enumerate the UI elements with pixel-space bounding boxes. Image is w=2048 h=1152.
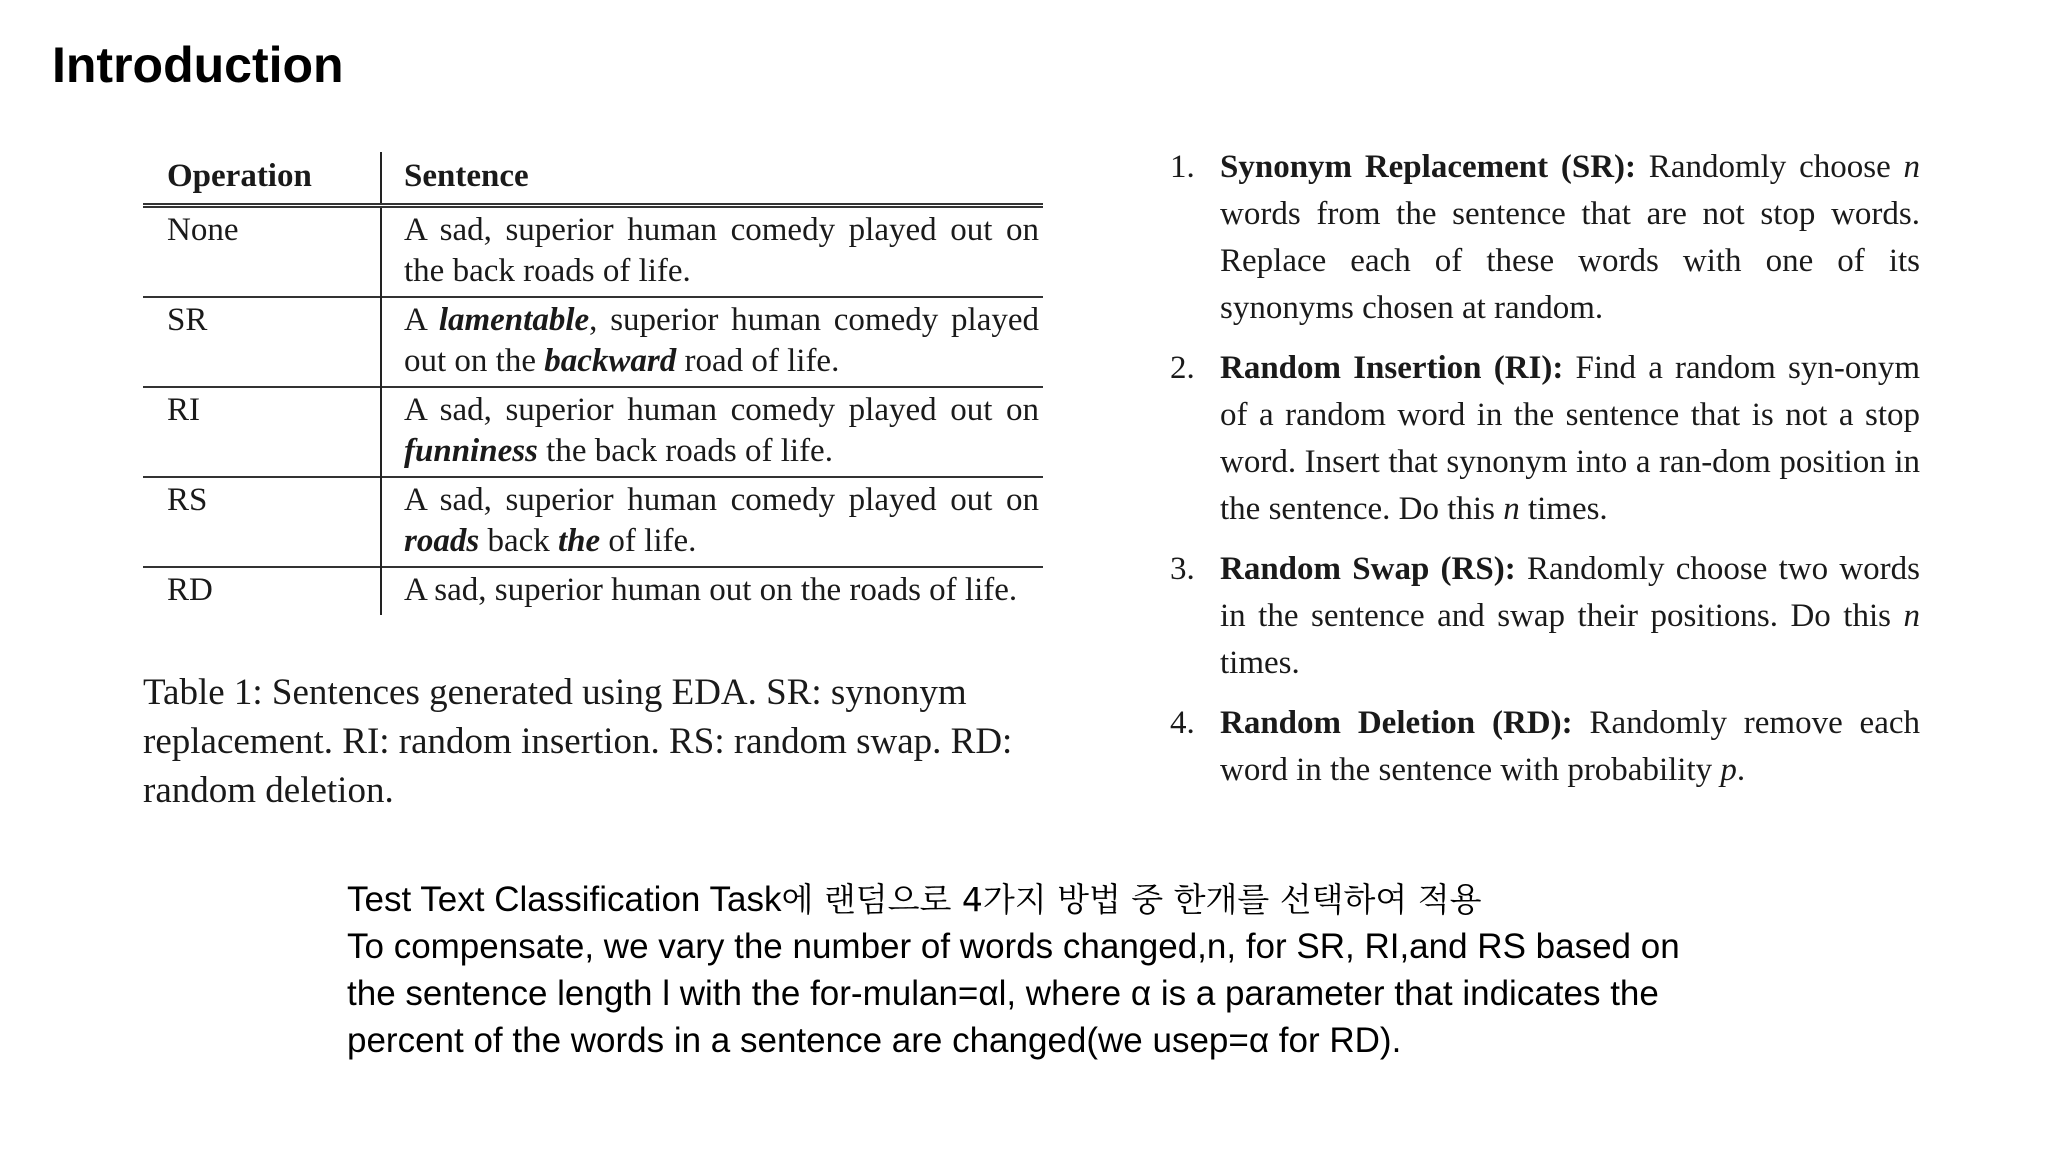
list-item [1170, 700, 1920, 794]
notes-block [347, 876, 1887, 1064]
note-line-1: To compensate, we vary the number of words changed,n, for SR, RI,and RS based on [347, 927, 1680, 966]
list-item-number: 1. [1170, 149, 1195, 185]
sentence-fragment: , superior human comedy played out on the [404, 302, 1039, 379]
list-item [1170, 345, 1920, 533]
operation-cell: SR [143, 297, 381, 387]
description-fragment: n [1903, 149, 1920, 185]
sentence-fragment: lamentable [438, 302, 590, 338]
sentence-fragment: A [404, 302, 439, 338]
description-fragment: Randomly choose two words in the sentence and swap their positions. Do this [1220, 551, 1921, 634]
sentence-fragment: back [479, 523, 558, 559]
sentence-cell [381, 297, 1043, 387]
table-row [143, 567, 1043, 615]
sentence-cell [381, 387, 1043, 477]
sentence-fragment: backward [544, 343, 677, 379]
table-row [143, 206, 1043, 298]
description-fragment: words from the sentence that are not stop words. Replace each of these words with one of its synonyms chosen at random. [1220, 196, 1920, 326]
description-fragment: times. [1220, 645, 1300, 681]
list-item-term: Random Insertion (RI): [1220, 350, 1564, 386]
sentence-fragment: A sad, superior human out on the roads of life. [404, 572, 1018, 608]
list-item-number: 3. [1170, 551, 1195, 587]
operation-cell: RI [143, 387, 381, 477]
sentence-fragment: roads [404, 523, 480, 559]
table-row [143, 387, 1043, 477]
list-item-term: Random Deletion (RD): [1220, 705, 1573, 741]
sentence-fragment: road of life. [676, 343, 840, 379]
table-caption: Table 1: Sentences generated using EDA. SR: synonym replacement. RI: random insertion. RS: random swap. RD: random deletion. [143, 672, 1013, 811]
list-item-number: 2. [1170, 350, 1195, 386]
list-item-term: Synonym Replacement (SR): [1220, 149, 1637, 185]
sentence-fragment: funniness [404, 433, 538, 469]
list-item-number: 4. [1170, 705, 1195, 741]
list-item-term: Random Swap (RS): [1220, 551, 1516, 587]
description-fragment: . [1736, 752, 1746, 788]
table-row [143, 297, 1043, 387]
operation-cell: None [143, 206, 381, 298]
description-fragment: Randomly choose [1636, 149, 1904, 185]
operation-cell: RD [143, 567, 381, 615]
note-line-2: the sentence length l with the for-mulan=αl, where α is a parameter that indicates the [347, 974, 1659, 1013]
description-fragment: times. [1519, 491, 1608, 527]
table-header-row [143, 152, 1043, 206]
operations-list [1170, 144, 1920, 807]
sentence-cell [381, 206, 1043, 298]
list-item [1170, 546, 1920, 687]
header-sentence: Sentence [381, 152, 1043, 206]
description-fragment: n [1903, 598, 1920, 634]
eda-examples-table [143, 152, 1043, 615]
slide-title: Introduction [52, 37, 344, 93]
sentence-fragment: of life. [600, 523, 697, 559]
description-fragment: n [1503, 491, 1520, 527]
description-fragment: p [1720, 752, 1737, 788]
note-korean-prefix: Test Text Classification Task [347, 880, 782, 919]
sentence-fragment: the [557, 523, 601, 559]
list-item [1170, 144, 1920, 332]
note-korean-suffix: 에 랜덤으로 4가지 방법 중 한개를 선택하여 적용 [781, 880, 1482, 919]
operation-cell: RS [143, 477, 381, 567]
sentence-fragment: A sad, superior human comedy played out on [404, 392, 1039, 428]
sentence-cell [381, 567, 1043, 615]
sentence-cell [381, 477, 1043, 567]
table-row [143, 477, 1043, 567]
description-fragment: Find a random syn-onym of a random word in the sentence that is not a stop word. Insert that synonym into a ran-dom position in the sentence. Do this [1220, 350, 1920, 527]
sentence-fragment: A sad, superior human comedy played out on the back roads of life. [404, 212, 1039, 289]
sentence-fragment: A sad, superior human comedy played out on [404, 482, 1039, 518]
note-korean-line [347, 876, 1887, 923]
note-line-3: percent of the words in a sentence are changed(we usep=α for RD). [347, 1021, 1402, 1060]
sentence-fragment: the back roads of life. [537, 433, 833, 469]
description-fragment: Randomly remove each word in the sentence with probability [1220, 705, 1920, 788]
header-operation: Operation [143, 152, 381, 206]
